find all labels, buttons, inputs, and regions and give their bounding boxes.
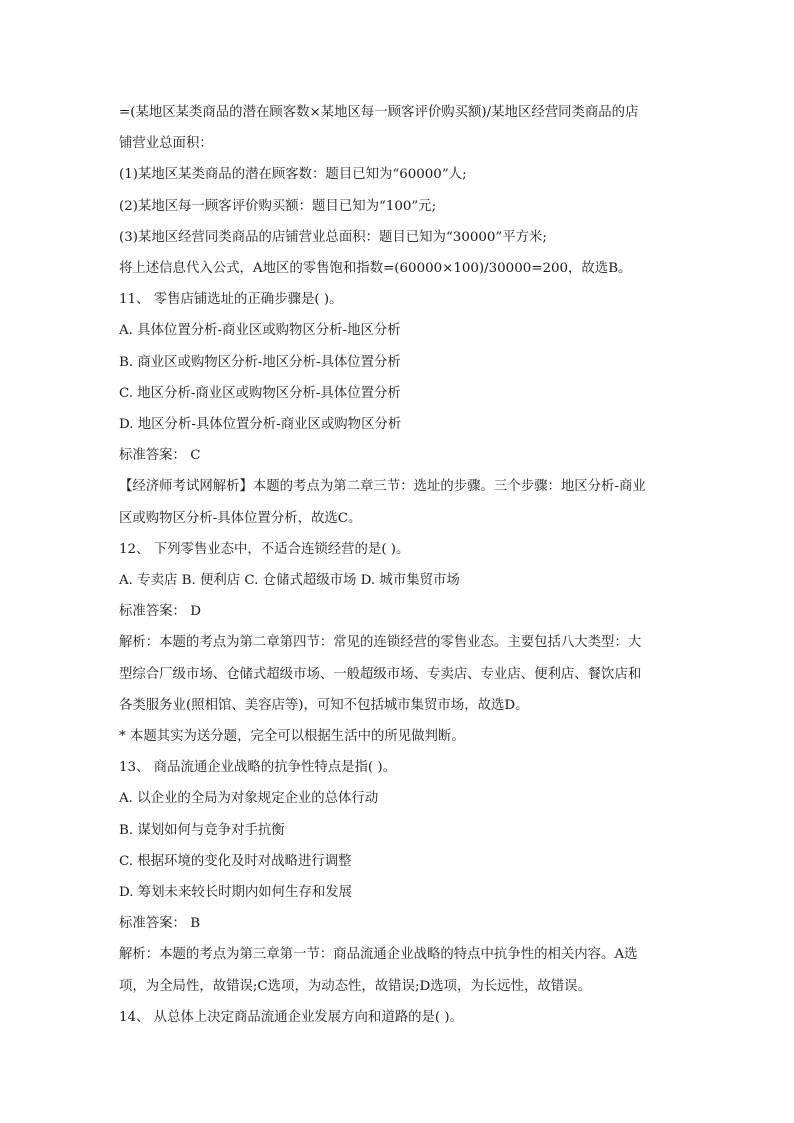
text-line: 将上述信息代入公式，A地区的零售饱和指数=(60000×100)/30000=200，故选B。 xyxy=(119,261,632,277)
explanation: 各类服务业(照相馆、美容店等)，可知不包括城市集贸市场，故选D。 xyxy=(119,697,529,713)
option-b: B. 商业区或购物区分析-地区分析-具体位置分析 xyxy=(119,354,401,370)
explanation: 项，为全局性，故错误;C选项，为动态性，故错误;D选项，为长远性，故错误。 xyxy=(119,978,591,994)
standard-answer: 标准答案： D xyxy=(119,604,201,620)
document-page xyxy=(119,97,679,1033)
text-line: 铺营业总面积： xyxy=(119,136,213,152)
question-13: 13、 商品流通企业战略的抗争性特点是指( )。 xyxy=(119,760,397,776)
standard-answer: 标准答案： B xyxy=(119,916,201,932)
option-d: D. 地区分析-具体位置分析-商业区或购物区分析 xyxy=(119,417,402,433)
question-14: 14、 从总体上决定商品流通企业发展方向和道路的是( )。 xyxy=(119,1009,463,1025)
text-line: (3)某地区经营同类商品的店铺营业总面积：题目已知为“30000”平方米; xyxy=(119,229,547,245)
note: * 本题其实为送分题，完全可以根据生活中的所见做判断。 xyxy=(119,729,465,745)
option-a: A. 以企业的全局为对象规定企业的总体行动 xyxy=(119,791,379,807)
standard-answer: 标准答案： C xyxy=(119,448,201,464)
question-11: 11、 零售店铺选址的正确步骤是( )。 xyxy=(119,292,343,308)
explanation: 解析：本题的考点为第三章第一节：商品流通企业战略的特点中抗争性的相关内容。A选 xyxy=(119,947,638,963)
question-12: 12、 下列零售业态中，不适合连锁经营的是( )。 xyxy=(119,541,410,557)
explanation: 区或购物区分析-具体位置分析，故选C。 xyxy=(119,510,362,526)
option-d: D. 筹划未来较长时期内如何生存和发展 xyxy=(119,885,353,901)
option-c: C. 地区分析-商业区或购物区分析-具体位置分析 xyxy=(119,385,401,401)
option-a: A. 具体位置分析-商业区或购物区分析-地区分析 xyxy=(119,323,401,339)
text-line: (2)某地区每一顾客评价购买额：题目已知为“100”元; xyxy=(119,198,437,214)
explanation: 解析：本题的考点为第二章第四节：常见的连锁经营的零售业态。主要包括八大类型：大 xyxy=(119,635,642,651)
explanation: 型综合厂级市场、仓储式超级市场、一般超级市场、专卖店、专业店、便利店、餐饮店和 xyxy=(119,666,642,682)
option-b: B. 谋划如何与竞争对手抗衡 xyxy=(119,822,285,838)
options-inline: A. 专卖店 B. 便利店 C. 仓储式超级市场 D. 城市集贸市场 xyxy=(119,573,460,589)
text-line: (1)某地区某类商品的潜在顾客数：题目已知为“60000”人; xyxy=(119,167,467,183)
option-c: C. 根据环境的变化及时对战略进行调整 xyxy=(119,853,352,869)
explanation: 【经济师考试网解析】本题的考点为第二章三节：选址的步骤。三个步骤：地区分析-商业 xyxy=(119,479,646,495)
text-line: =(某地区某类商品的潜在顾客数×某地区每一顾客评价购买额)/某地区经营同类商品的店 xyxy=(119,105,639,120)
